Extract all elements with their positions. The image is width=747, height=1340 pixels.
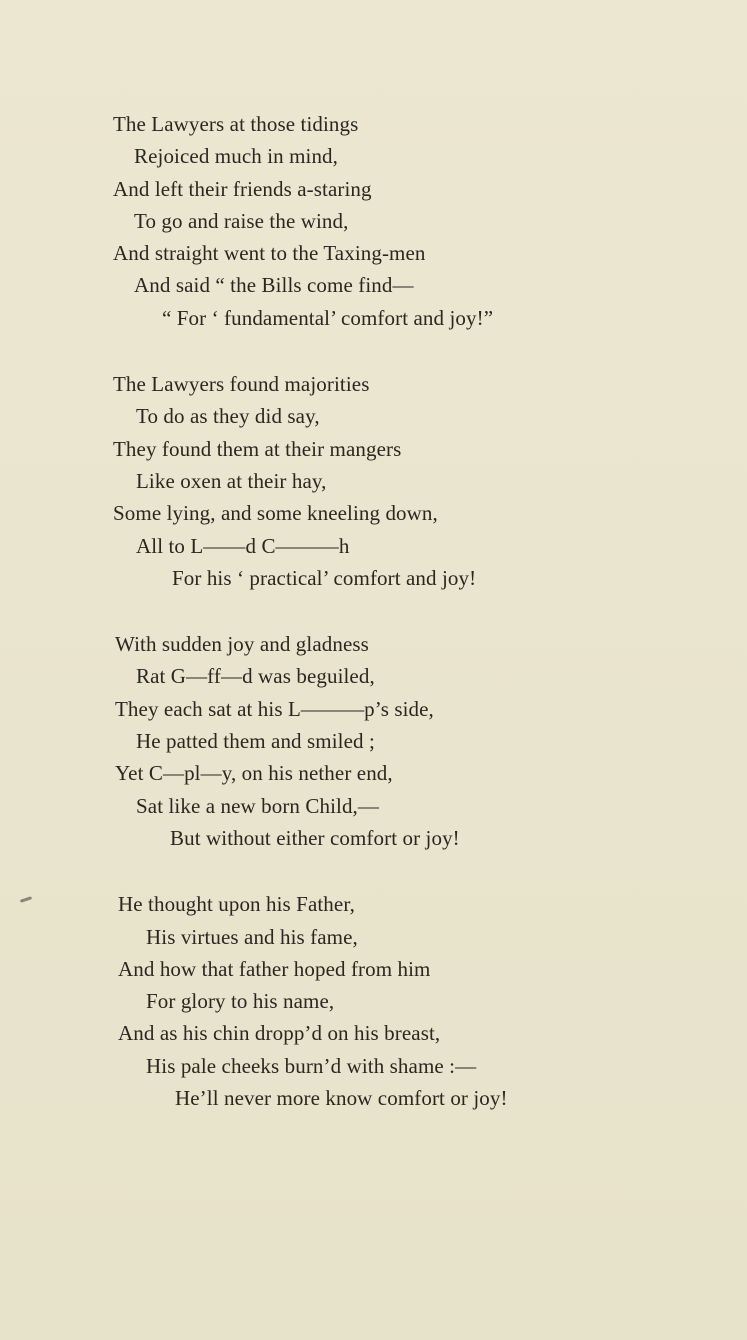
verse-line: And as his chin dropp’d on his breast, bbox=[118, 1021, 441, 1046]
refrain-line: For his ‘ practical’ comfort and joy! bbox=[172, 565, 477, 590]
refrain-line: But without either comfort or joy! bbox=[170, 825, 460, 850]
stanza-4 bbox=[0, 888, 747, 1114]
verse-line: All to L——d C———h bbox=[136, 533, 350, 558]
verse-line: The Lawyers at those tidings bbox=[113, 112, 359, 136]
verse-line: Rat G—ff—d was beguiled, bbox=[136, 664, 375, 689]
verse-line: He thought upon his Father, bbox=[118, 892, 355, 917]
stanza-2 bbox=[0, 368, 747, 594]
verse-line: He patted them and smiled ; bbox=[136, 729, 375, 754]
verse-line: Sat like a new born Child,— bbox=[136, 793, 380, 818]
refrain-line: “ For ‘ fundamental’ comfort and joy!” bbox=[162, 305, 494, 330]
verse-line: And how that father hoped from him bbox=[118, 956, 431, 981]
verse-line: They each sat at his L———p’s side, bbox=[115, 696, 434, 721]
stanza-1 bbox=[0, 108, 747, 334]
stanza-3 bbox=[0, 628, 747, 854]
verse-line: To go and raise the wind, bbox=[134, 208, 349, 233]
verse-line: For glory to his name, bbox=[146, 989, 335, 1014]
refrain-line: He’ll never more know comfort or joy! bbox=[175, 1086, 508, 1111]
poem-body bbox=[0, 108, 747, 1148]
verse-line: Like oxen at their hay, bbox=[136, 468, 327, 493]
verse-line: Yet C—pl—y, on his nether end, bbox=[115, 761, 393, 786]
verse-line: And left their friends a-staring bbox=[113, 176, 372, 201]
verse-line: His pale cheeks burn’d with shame :— bbox=[146, 1053, 477, 1078]
verse-line: His virtues and his fame, bbox=[146, 924, 358, 949]
verse-line: Rejoiced much in mind, bbox=[134, 144, 338, 169]
verse-line: The Lawyers found majorities bbox=[113, 372, 370, 397]
verse-line: And said “ the Bills come find— bbox=[134, 273, 414, 298]
verse-line: With sudden joy and gladness bbox=[115, 632, 369, 657]
verse-line: Some lying, and some kneeling down, bbox=[113, 501, 438, 526]
verse-line: They found them at their mangers bbox=[113, 436, 402, 461]
verse-line: To do as they did say, bbox=[136, 404, 320, 429]
verse-line: And straight went to the Taxing-men bbox=[113, 241, 426, 266]
